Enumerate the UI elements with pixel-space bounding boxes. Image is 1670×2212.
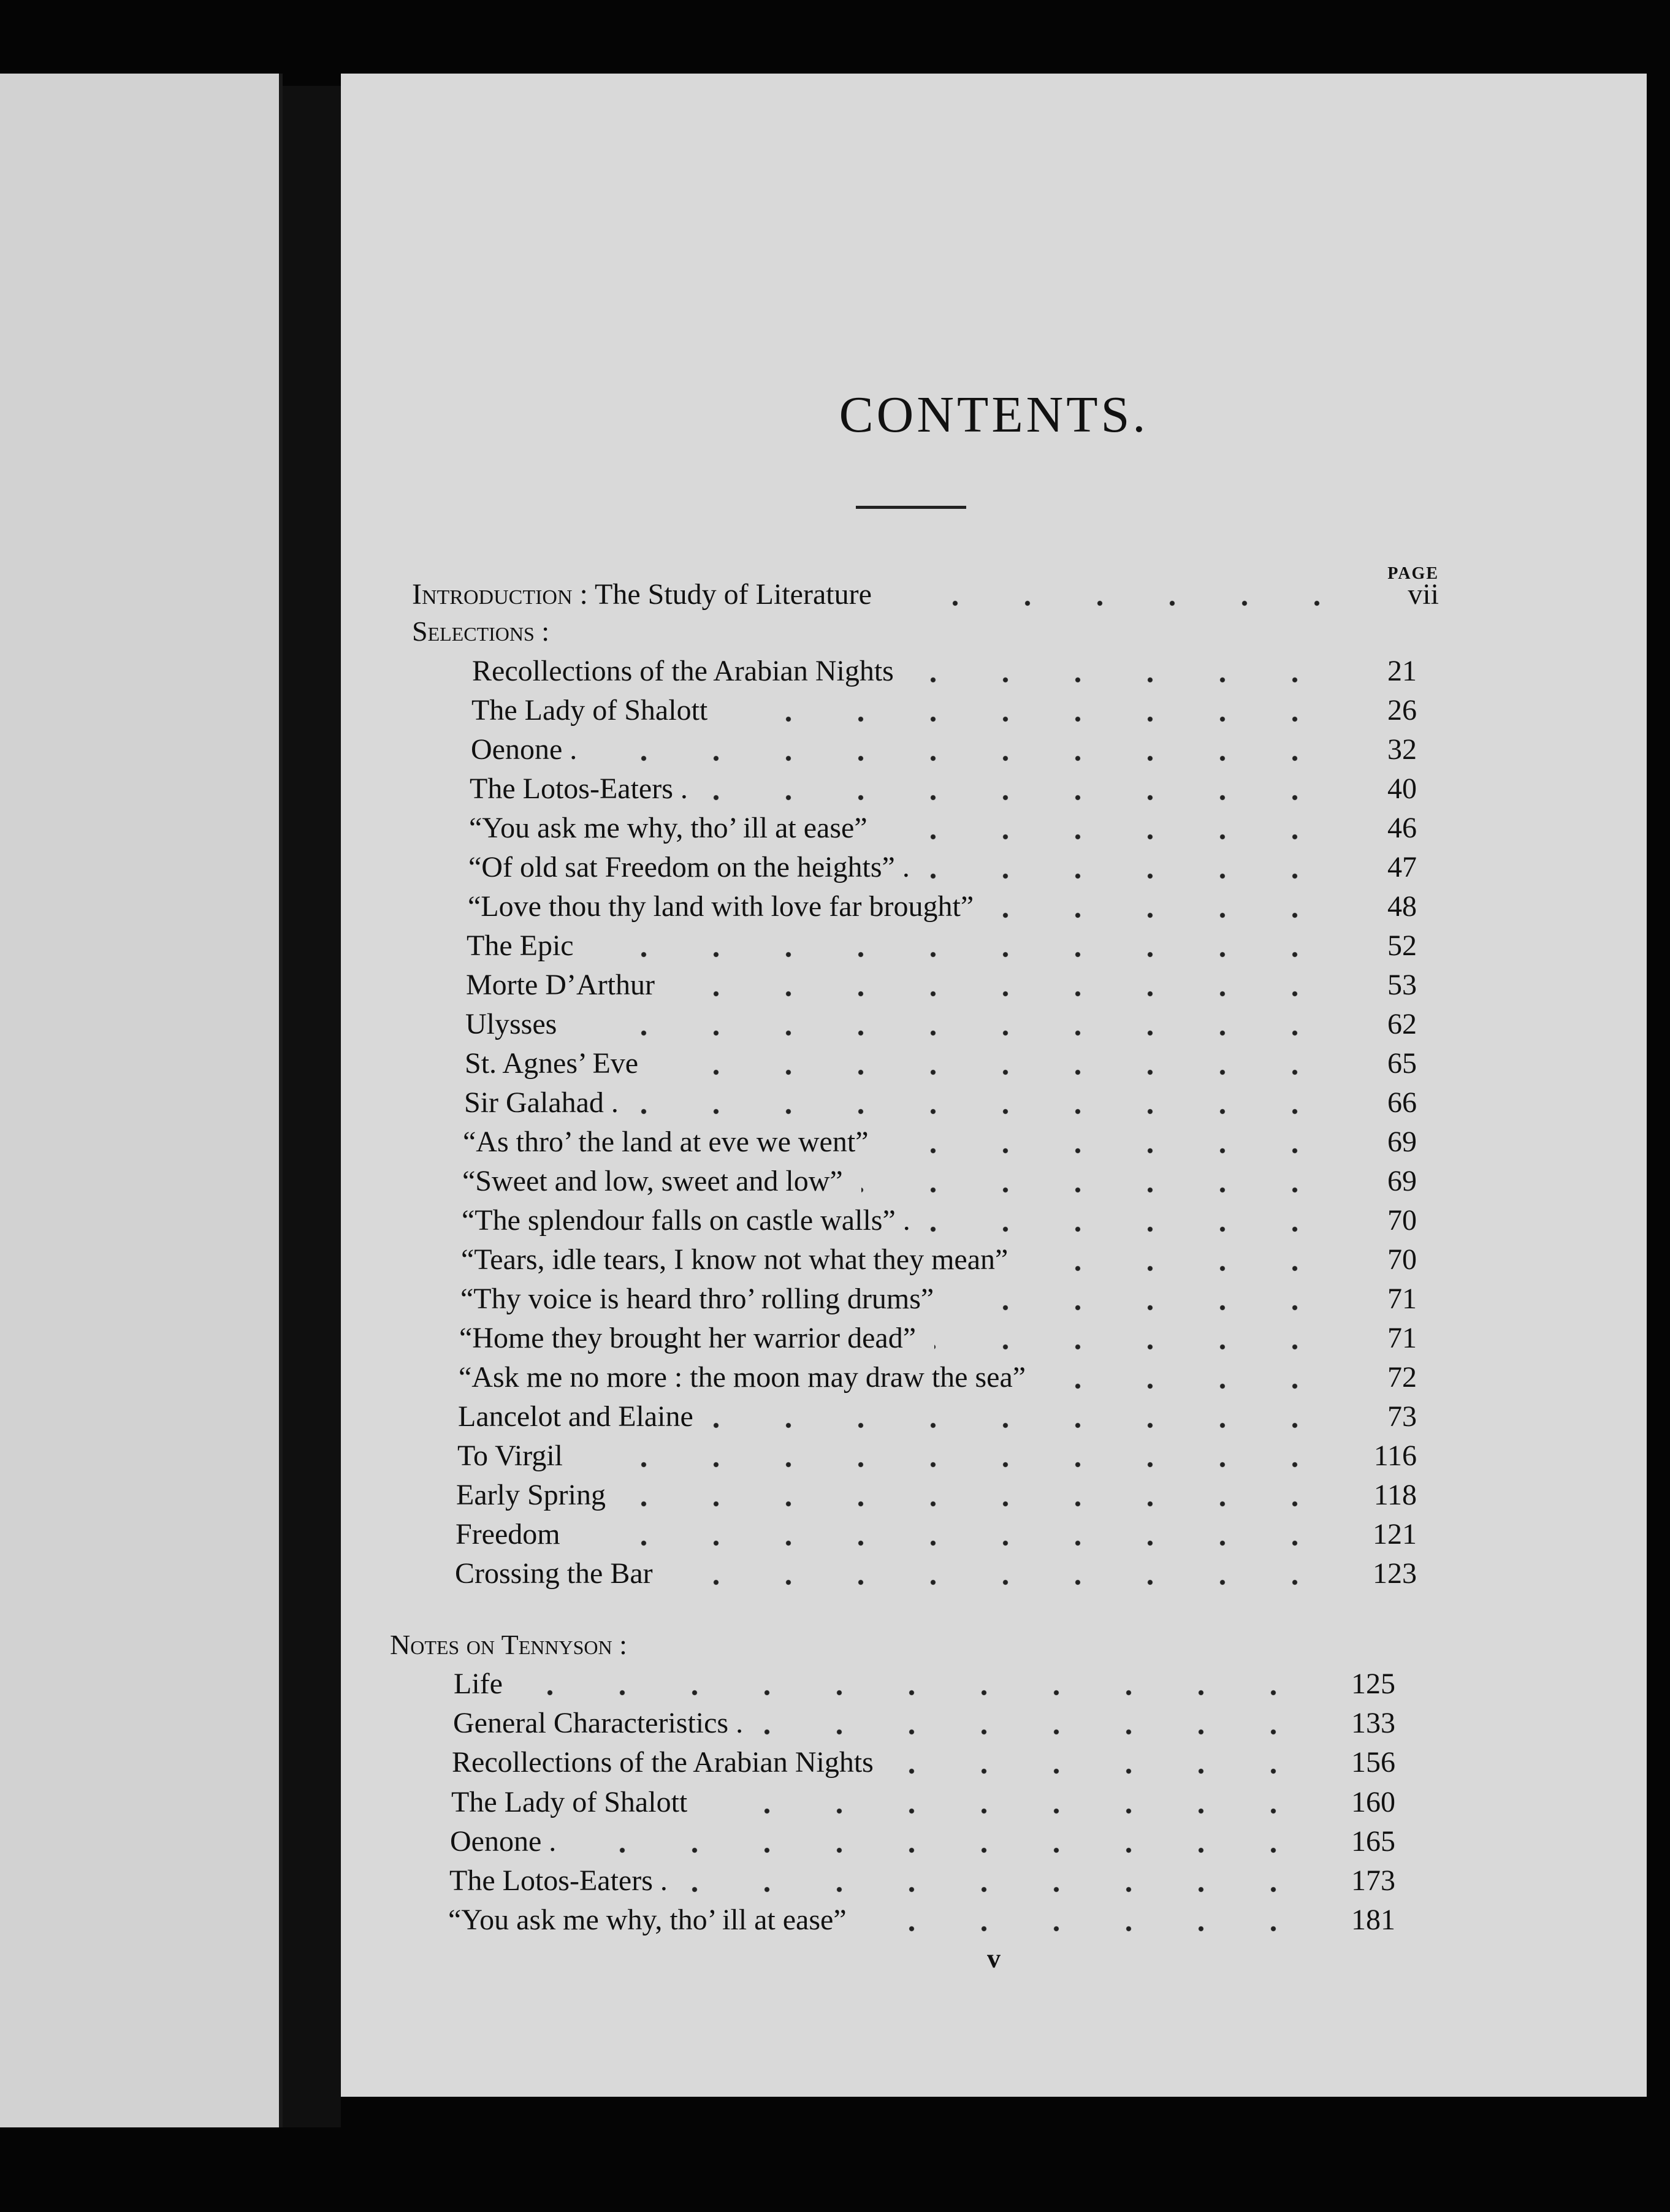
toc-entry-title: Ulysses <box>465 1008 557 1040</box>
dot-leader <box>595 731 1331 768</box>
toc-entry-page: 52 <box>1387 929 1417 962</box>
toc-entry-page: 66 <box>1387 1086 1417 1119</box>
toc-entry-title: “You ask me why, tho’ ill at ease” <box>448 1904 847 1936</box>
dot-leader <box>934 1320 1331 1357</box>
dot-leader <box>673 967 1331 1004</box>
toc-entry <box>468 888 1417 925</box>
dot-leader <box>890 576 1353 613</box>
dot-leader <box>952 1281 1331 1318</box>
dot-leader <box>686 1863 1310 1899</box>
introduction-label: Introduction <box>412 578 573 611</box>
dot-leader <box>887 1124 1331 1161</box>
page-title: CONTENTS. <box>839 386 1149 443</box>
toc-entry <box>450 1823 1395 1860</box>
toc-entry-title: Life <box>454 1668 503 1700</box>
toc-entry-title: “As thro’ the land at eve we went” <box>463 1126 869 1158</box>
toc-entry <box>468 849 1417 886</box>
toc-entry <box>453 1705 1395 1742</box>
toc-entry-title: “The splendour falls on castle walls” . <box>462 1204 910 1237</box>
contents-page <box>341 74 1647 2097</box>
toc-entry-page: 46 <box>1387 812 1417 844</box>
toc-entry <box>471 731 1417 768</box>
toc-entry <box>469 810 1417 847</box>
dot-leader <box>992 888 1331 925</box>
toc-entry-page: 71 <box>1387 1322 1417 1354</box>
dot-leader <box>624 1477 1331 1514</box>
toc-entry <box>472 653 1417 690</box>
toc-entry <box>456 1516 1417 1553</box>
toc-entry-title: Freedom <box>456 1518 560 1550</box>
toc-entry-title: Oenone . <box>471 733 578 766</box>
toc-entry-title: The Epic <box>467 929 574 962</box>
facing-page <box>0 74 283 2127</box>
dot-leader <box>579 1516 1331 1553</box>
toc-entry-page: 73 <box>1387 1400 1417 1433</box>
toc-entry-page: 71 <box>1387 1283 1417 1315</box>
toc-entry <box>459 1320 1417 1357</box>
toc-entry-page: 116 <box>1373 1440 1417 1472</box>
toc-entry <box>449 1863 1395 1899</box>
toc-entry <box>471 692 1417 729</box>
toc-entry-page: 156 <box>1351 1746 1395 1779</box>
toc-entry-page: 72 <box>1387 1361 1417 1394</box>
dot-leader <box>892 1744 1310 1781</box>
dot-leader <box>706 1784 1310 1821</box>
dot-leader <box>574 1823 1310 1860</box>
toc-entry-page: 48 <box>1387 890 1417 923</box>
toc-entry-title: Crossing the Bar <box>455 1557 653 1590</box>
toc-entry-title: Recollections of the Arabian Nights <box>472 655 894 687</box>
toc-entry-page: 70 <box>1387 1204 1417 1237</box>
toc-entry-title: Oenone . <box>450 1825 557 1858</box>
dot-leader <box>865 1902 1310 1939</box>
dot-leader <box>657 1045 1331 1082</box>
dot-leader <box>575 1006 1331 1043</box>
introduction-title: The Study of Literature <box>595 578 872 611</box>
toc-entry <box>467 928 1417 964</box>
toc-entry-title: “Sweet and low, sweet and low” <box>462 1165 843 1197</box>
toc-entry <box>465 1045 1417 1082</box>
toc-entry <box>470 771 1417 807</box>
toc-entry <box>463 1124 1417 1161</box>
toc-entry-title: “Love thou thy land with love far brought” <box>468 890 974 923</box>
toc-entry <box>465 1006 1417 1043</box>
selections-heading: Selections : <box>412 616 550 647</box>
book-gutter <box>283 86 341 2127</box>
dot-leader <box>929 1202 1331 1239</box>
toc-entry-title: Early Spring <box>456 1479 606 1511</box>
toc-entry-title: The Lotos-Eaters . <box>470 772 688 805</box>
toc-entry-page: 125 <box>1351 1668 1395 1700</box>
toc-entry-page: 26 <box>1387 694 1417 727</box>
toc-entry-page: 47 <box>1387 851 1417 883</box>
dot-leader <box>1026 1241 1331 1278</box>
toc-entry <box>454 1666 1395 1703</box>
toc-entry <box>458 1398 1417 1435</box>
toc-entry-page: 165 <box>1351 1825 1395 1858</box>
toc-entry-page: 53 <box>1387 969 1417 1001</box>
toc-entry <box>456 1477 1417 1514</box>
toc-entry <box>464 1085 1417 1121</box>
dot-leader <box>861 1163 1331 1200</box>
toc-entry-title: Lancelot and Elaine <box>458 1400 693 1433</box>
toc-entry-page: 21 <box>1387 655 1417 687</box>
toc-entry-page: 70 <box>1387 1243 1417 1276</box>
toc-entry <box>462 1202 1417 1239</box>
title-rule <box>856 506 966 509</box>
toc-entry-page: 69 <box>1387 1126 1417 1158</box>
toc-entry-page: 118 <box>1373 1479 1417 1511</box>
toc-entry-page: 69 <box>1387 1165 1417 1197</box>
toc-entry-title: Morte D’Arthur <box>466 969 655 1001</box>
dot-leader <box>726 692 1331 729</box>
notes-heading: Notes on Tennyson : <box>390 1629 627 1660</box>
toc-entry-introduction <box>412 576 1439 613</box>
toc-entry-page: 123 <box>1373 1557 1417 1590</box>
toc-entry-title: St. Agnes’ Eve <box>465 1047 639 1080</box>
toc-entry <box>461 1241 1417 1278</box>
toc-entry-page: 40 <box>1387 772 1417 805</box>
toc-entry-title: “Tears, idle tears, I know not what they mean” <box>461 1243 1008 1276</box>
toc-entry <box>459 1359 1417 1396</box>
toc-entry-page: 32 <box>1387 733 1417 766</box>
dot-leader <box>928 849 1331 886</box>
toc-entry-page: 133 <box>1351 1707 1395 1739</box>
page-column-label: PAGE <box>1387 564 1439 583</box>
toc-entry-title: Recollections of the Arabian Nights <box>452 1746 874 1779</box>
toc-entry-page: 181 <box>1351 1904 1395 1936</box>
toc-entry-title <box>412 576 872 613</box>
toc-entry <box>448 1902 1395 1939</box>
introduction-separator: : <box>579 578 588 611</box>
toc-entry-title: The Lady of Shalott <box>451 1786 688 1818</box>
toc-entry-title: Sir Galahad . <box>464 1086 619 1119</box>
toc-entry <box>460 1281 1417 1318</box>
dot-leader <box>912 653 1331 690</box>
toc-entry <box>457 1438 1417 1474</box>
toc-entry-page: 173 <box>1351 1864 1395 1897</box>
dot-leader <box>712 1398 1331 1435</box>
toc-entry-title: General Characteristics . <box>453 1707 744 1739</box>
toc-entry-page: 160 <box>1351 1786 1395 1818</box>
toc-entry <box>466 967 1417 1004</box>
dot-leader <box>521 1666 1310 1703</box>
toc-entry-page: 121 <box>1373 1518 1417 1550</box>
toc-entry-title: “Ask me no more : the moon may draw the sea” <box>459 1361 1026 1394</box>
toc-entry <box>455 1555 1417 1592</box>
dot-leader <box>592 928 1331 964</box>
toc-entry <box>451 1784 1395 1821</box>
toc-entry-title: The Lotos-Eaters . <box>449 1864 668 1897</box>
toc-entry-title: “You ask me why, tho’ ill at ease” <box>469 812 867 844</box>
toc-entry-title: “Home they brought her warrior dead” <box>459 1322 917 1354</box>
toc-entry <box>452 1744 1395 1781</box>
toc-entry-page: vii <box>1408 578 1439 611</box>
toc-entry-page: 65 <box>1387 1047 1417 1080</box>
toc-entry-page: 62 <box>1387 1008 1417 1040</box>
dot-leader <box>886 810 1331 847</box>
dot-leader <box>761 1705 1310 1742</box>
page-folio: v <box>987 1943 1001 1974</box>
toc-entry-title: The Lady of Shalott <box>471 694 708 727</box>
dot-leader <box>581 1438 1331 1474</box>
dot-leader <box>706 771 1331 807</box>
toc-entry-title: “Thy voice is heard thro’ rolling drums” <box>460 1283 934 1315</box>
toc-entry <box>462 1163 1417 1200</box>
toc-entry-title: To Virgil <box>457 1440 563 1472</box>
dot-leader <box>637 1085 1331 1121</box>
dot-leader <box>1044 1359 1331 1396</box>
toc-entry-title: “Of old sat Freedom on the heights” . <box>468 851 910 883</box>
dot-leader <box>671 1555 1331 1592</box>
